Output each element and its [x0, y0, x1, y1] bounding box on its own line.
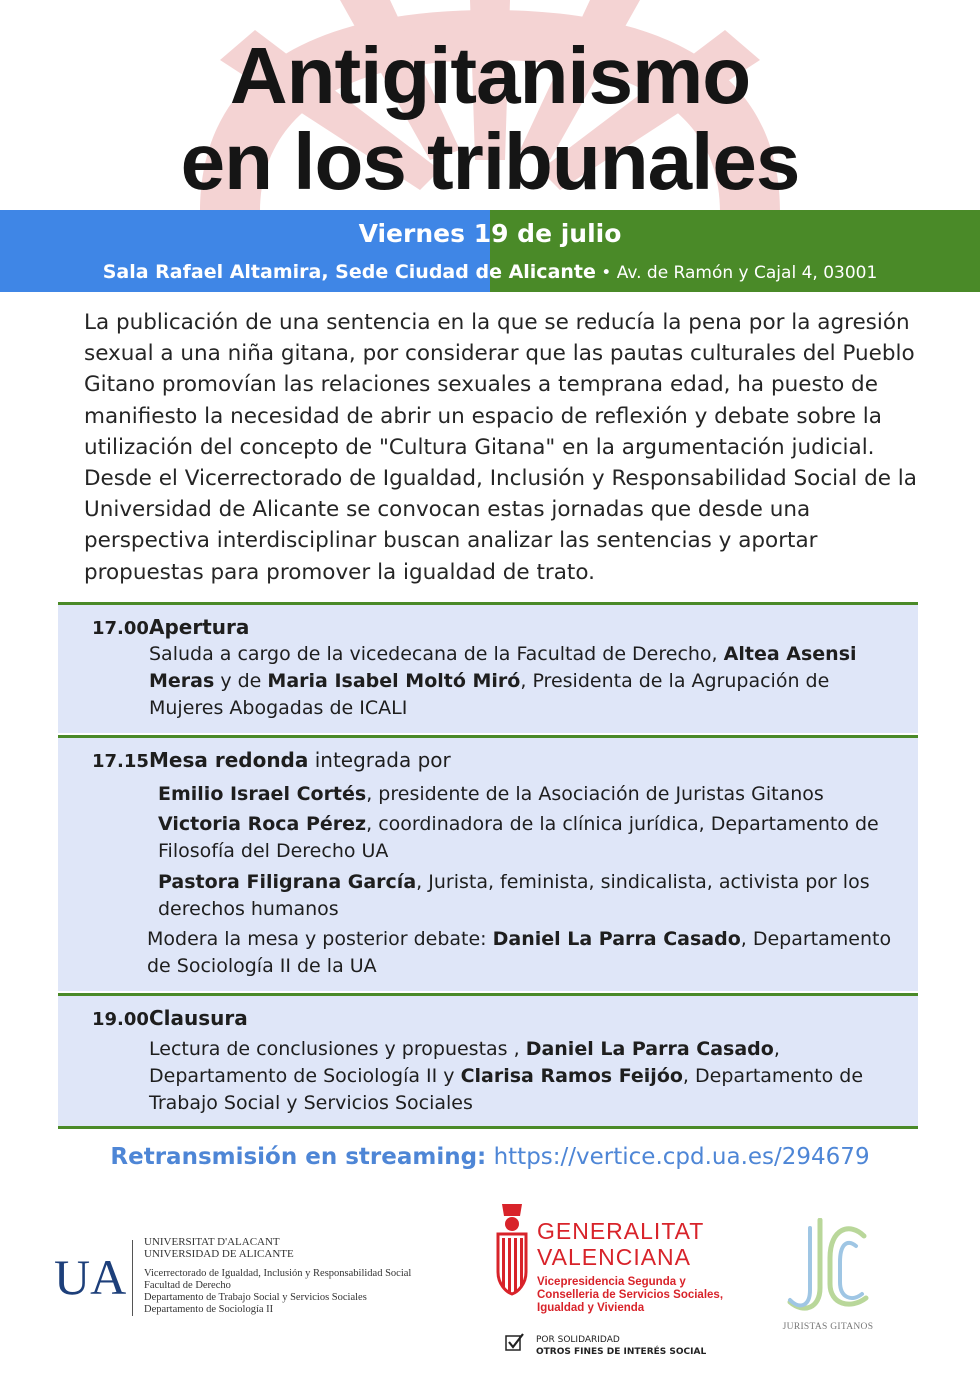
intro-paragraph: La publicación de una sentencia en la que se reducía la pena por la agresión sexual a una niña gitana, por considerar que las pautas culturales del Pueblo Gitano promovían las relaciones sexuales a temprana edad, ha puesto de manifiesto la necesidad de abrir un espacio de reflexión y debate sobre la utilización del concepto de "Cultura Gitana" en la argumentación judicial. Desde el Vicerrectorado de Igualdad, Inclusión y Responsabilidad Social de la Universidad de Alicante se convocan estas jornadas que desde una perspectiva interdisciplinar buscan analizar las sentencias y aportar propuestas para promover la igualdad de trato. — [84, 310, 917, 585]
time-label: 19.00 — [92, 1009, 149, 1030]
session-heading: Mesa redonda integrada por — [149, 748, 451, 772]
juristas-gitanos-logo-icon — [780, 1218, 880, 1322]
time-label: 17.00 — [92, 618, 149, 639]
event-date: Viernes 19 de julio — [358, 219, 622, 248]
divider — [58, 1126, 918, 1129]
session-description: Saluda a cargo de la vicedecana de la Facultad de Derecho, Altea Asensi Meras y de Maria Isabel Moltó Miró, Presidenta de la Agrupación de Mujeres Abogadas de ICALI — [149, 643, 857, 719]
juristas-gitanos-name: JURISTAS GITANOS — [782, 1322, 874, 1332]
streaming-info: Retransmisión en streaming: https://vertice.cpd.ua.es/294679 — [110, 1144, 870, 1170]
event-venue: Sala Rafael Altamira, Sede Ciudad de Alicante • Av. de Ramón y Cajal 4, 03001 — [102, 261, 878, 283]
session-heading: Clausura — [149, 1006, 248, 1030]
time-label: 17.15 — [92, 751, 149, 772]
panelist-2: Victoria Roca Pérez, coordinadora de la clínica jurídica, Departamento de Filosofía del Derecho UA — [158, 813, 879, 862]
date-venue-band — [0, 210, 980, 292]
solidarity-note: POR SOLIDARIDAD OTROS FINES DE INTERÉS SOCIAL — [536, 1335, 707, 1357]
program-clausura — [58, 993, 918, 1126]
title-line-1: Antigitanismo — [229, 31, 751, 120]
session-heading: Apertura — [149, 615, 250, 639]
program-apertura — [58, 602, 918, 733]
program-mesa-redonda — [58, 735, 918, 991]
streaming-link[interactable]: https://vertice.cpd.ua.es/294679 — [486, 1144, 870, 1170]
panelist-3: Pastora Filigrana García, Jurista, feminista, sindicalista, activista por los derechos humanos — [158, 871, 870, 920]
divider — [132, 1240, 133, 1316]
generalitat-logo: GENERALITAT VALENCIANA Vicepresidencia Segunda y Conselleria de Servicios Sociales, Igualdad y Vivienda — [537, 1218, 724, 1314]
generalitat-shield-icon — [494, 1200, 530, 1296]
session-description: Lectura de conclusiones y propuestas , Daniel La Parra Casado, Departamento de Sociología II y Clarisa Ramos Feijóo, Departamento de Trabajo Social y Servicios Sociales — [149, 1038, 864, 1114]
ua-logo: UA — [54, 1249, 127, 1305]
checkbox-icon — [504, 1332, 526, 1354]
panelist-1: Emilio Israel Cortés, presidente de la Asociación de Juristas Gitanos — [158, 783, 824, 805]
moderator: Modera la mesa y posterior debate: Daniel La Parra Casado, Departamento de Sociología II de la UA — [147, 928, 892, 977]
ua-credits: UNIVERSITAT D'ALACANT UNIVERSIDAD DE ALICANTE Vicerrectorado de Igualdad, Inclusión y Responsabilidad Social Facultad de Derecho Departamento de Trabajo Social y Servicios Sociales Departamento de Sociología II — [144, 1236, 412, 1315]
title-line-2: en los tribunales — [180, 117, 800, 206]
